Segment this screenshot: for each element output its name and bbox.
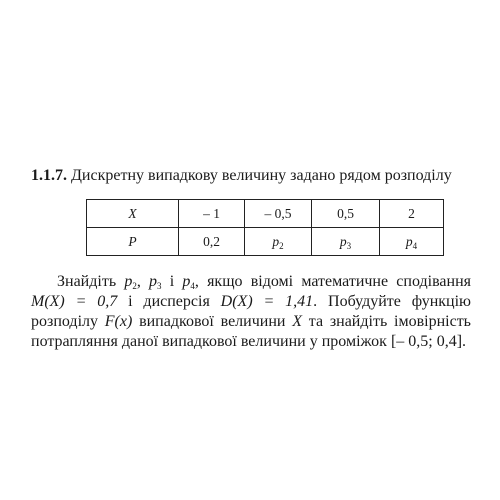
problem-number: 1.1.7. <box>31 167 67 184</box>
expectation-formula: M(X) = 0,7 <box>31 293 118 310</box>
text-fragment: і дисперсія <box>128 293 221 310</box>
text-fragment: випадкової величини <box>132 313 293 330</box>
problem-text <box>31 272 471 352</box>
text-fragment: та знайдіть імовірність потрапляння даної випадкової величини у проміжок [– 0,5; 0,4]. <box>31 313 471 350</box>
p-symbol: p <box>272 233 280 249</box>
distribution-table <box>86 199 444 256</box>
problem-heading-text: Дискретну випадкову величину задано рядом розподілу <box>71 167 452 184</box>
variance-formula: D(X) = 1,41 <box>220 293 314 310</box>
p-symbol: p <box>339 233 347 249</box>
p-subscript: 4 <box>412 240 418 251</box>
p-symbol: p <box>405 233 413 249</box>
row-label-x: X <box>87 200 179 228</box>
table-cell: – 1 <box>179 200 245 228</box>
table-cell: 0,5 <box>312 200 380 228</box>
p2-symbol: p <box>124 273 133 290</box>
p-subscript: 2 <box>279 240 284 251</box>
table-cell <box>312 228 380 256</box>
text-fragment: , <box>136 273 150 290</box>
p2-subscript: 2 <box>132 281 137 291</box>
table-cell: 2 <box>380 200 444 228</box>
table-row-x <box>87 200 444 228</box>
p3-subscript: 3 <box>157 281 162 291</box>
p4-subscript: 4 <box>190 281 195 291</box>
text-fragment: і <box>161 273 183 290</box>
text-fragment: Знайдіть <box>57 273 125 290</box>
table-row-p <box>87 228 444 256</box>
table-cell <box>245 228 312 256</box>
p4-symbol: p <box>182 273 191 290</box>
problem-heading <box>31 166 471 186</box>
p3-symbol: p <box>149 273 158 290</box>
table-cell <box>380 228 444 256</box>
text-fragment: . Побудуйте функцію розподілу <box>31 293 472 330</box>
table-cell: 0,2 <box>179 228 245 256</box>
table-cell: – 0,5 <box>245 200 312 228</box>
row-label-p: P <box>87 228 179 256</box>
p-subscript: 3 <box>346 240 352 251</box>
variable-x: X <box>292 313 302 330</box>
problem-block <box>31 166 471 352</box>
distribution-function: F(x) <box>104 313 133 330</box>
text-fragment: , якщо відомі математичне сподівання <box>194 273 472 290</box>
